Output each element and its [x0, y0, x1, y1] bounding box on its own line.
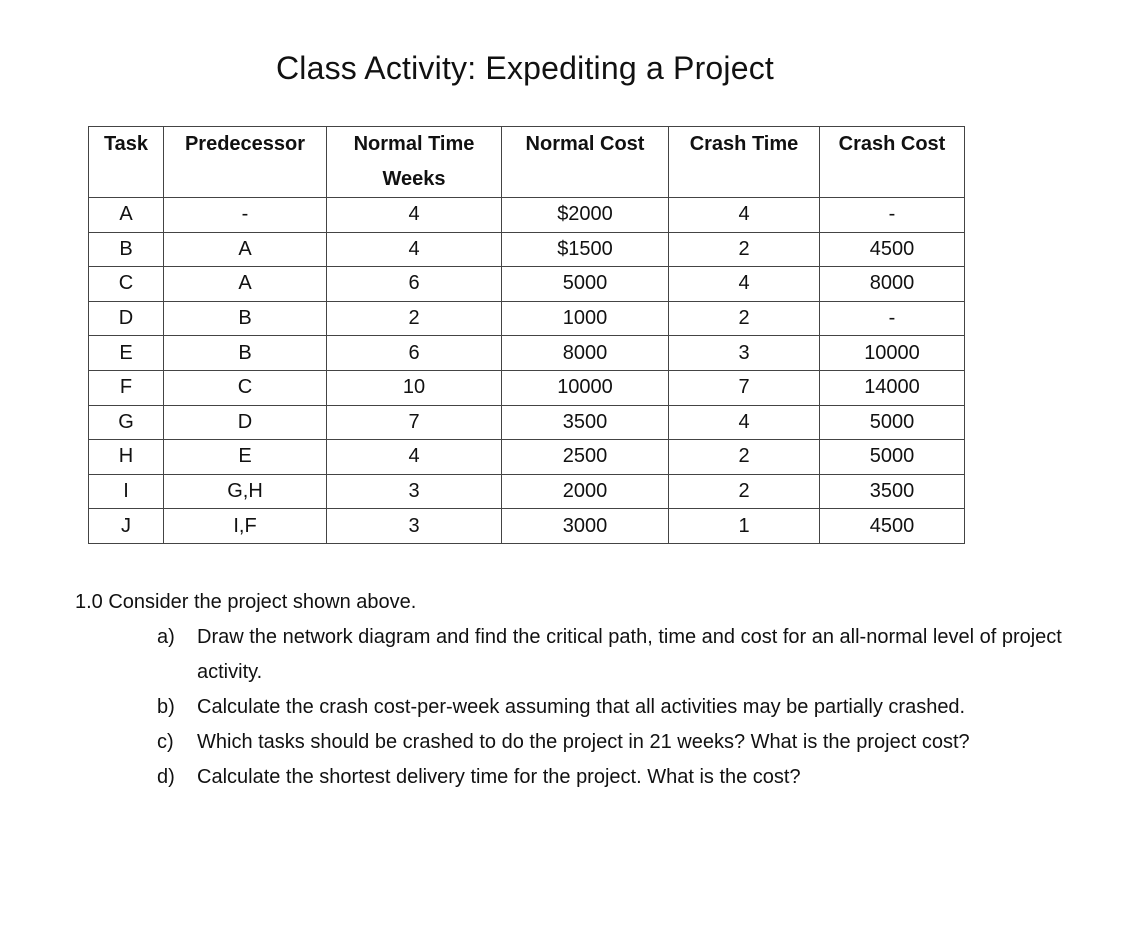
header-normal-cost: Normal Cost [502, 127, 669, 198]
cell-crash-cost: - [820, 301, 965, 336]
cell-predecessor: G,H [164, 474, 327, 509]
table-row [89, 267, 965, 302]
cell-predecessor: E [164, 440, 327, 475]
cell-normal-cost: 2000 [502, 474, 669, 509]
cell-predecessor: - [164, 198, 327, 233]
cell-crash-cost: 5000 [820, 405, 965, 440]
cell-crash-cost: 4500 [820, 509, 965, 544]
header-normal-time [327, 127, 502, 198]
cell-task: H [89, 440, 164, 475]
cell-normal-cost: 1000 [502, 301, 669, 336]
cell-predecessor: D [164, 405, 327, 440]
question-intro: 1.0 Consider the project shown above. [75, 591, 417, 613]
table-row [89, 509, 965, 544]
question-label: b) [157, 696, 175, 718]
cell-crash-cost: 8000 [820, 267, 965, 302]
cell-normal-cost: $2000 [502, 198, 669, 233]
cell-predecessor: C [164, 370, 327, 405]
question-text: Draw the network diagram and find the critical path, time and cost for an all-normal level of project activity. [197, 626, 1062, 683]
table-row [89, 232, 965, 267]
table-row [89, 301, 965, 336]
cell-crash-time: 2 [669, 232, 820, 267]
project-table [88, 126, 965, 544]
question-item-b [157, 690, 1075, 725]
header-task: Task [89, 127, 164, 198]
cell-crash-time: 4 [669, 267, 820, 302]
header-crash-cost: Crash Cost [820, 127, 965, 198]
cell-crash-cost: 4500 [820, 232, 965, 267]
cell-crash-time: 3 [669, 336, 820, 371]
cell-normal-cost: 5000 [502, 267, 669, 302]
cell-crash-cost: 3500 [820, 474, 965, 509]
cell-normal-time: 3 [327, 474, 502, 509]
cell-task: D [89, 301, 164, 336]
cell-task: G [89, 405, 164, 440]
question-label: c) [157, 731, 174, 753]
table-body [89, 198, 965, 544]
cell-normal-time: 4 [327, 198, 502, 233]
question-item-a [157, 620, 1075, 690]
cell-predecessor: B [164, 301, 327, 336]
cell-predecessor: A [164, 267, 327, 302]
cell-crash-time: 2 [669, 474, 820, 509]
header-normal-time-unit: Weeks [382, 168, 446, 190]
table-row [89, 370, 965, 405]
cell-predecessor: A [164, 232, 327, 267]
question-label: d) [157, 766, 175, 788]
page-title: Class Activity: Expediting a Project [275, 50, 775, 86]
header-normal-time-label: Normal Time [353, 133, 475, 155]
cell-normal-time: 2 [327, 301, 502, 336]
question-text: Calculate the shortest delivery time for the project. What is the cost? [197, 766, 801, 788]
cell-crash-cost: 5000 [820, 440, 965, 475]
table-row [89, 336, 965, 371]
cell-normal-time: 6 [327, 267, 502, 302]
cell-crash-time: 7 [669, 370, 820, 405]
cell-predecessor: B [164, 336, 327, 371]
question-text: Calculate the crash cost-per-week assuming that all activities may be partially crashed. [197, 696, 966, 718]
cell-task: J [89, 509, 164, 544]
cell-normal-cost: 8000 [502, 336, 669, 371]
cell-normal-time: 10 [327, 370, 502, 405]
cell-crash-time: 2 [669, 440, 820, 475]
cell-normal-time: 4 [327, 440, 502, 475]
cell-normal-time: 3 [327, 509, 502, 544]
question-label: a) [157, 626, 175, 648]
cell-task: C [89, 267, 164, 302]
table-row [89, 405, 965, 440]
cell-crash-time: 4 [669, 198, 820, 233]
table-row [89, 198, 965, 233]
header-predecessor: Predecessor [164, 127, 327, 198]
cell-predecessor: I,F [164, 509, 327, 544]
cell-crash-time: 2 [669, 301, 820, 336]
cell-crash-cost: 14000 [820, 370, 965, 405]
header-crash-time: Crash Time [669, 127, 820, 198]
cell-normal-cost: 10000 [502, 370, 669, 405]
cell-crash-cost: - [820, 198, 965, 233]
cell-normal-time: 4 [327, 232, 502, 267]
cell-crash-time: 4 [669, 405, 820, 440]
cell-task: F [89, 370, 164, 405]
cell-task: I [89, 474, 164, 509]
cell-task: B [89, 232, 164, 267]
cell-normal-cost: 3500 [502, 405, 669, 440]
table-header-row [89, 127, 965, 198]
table-row [89, 440, 965, 475]
question-text: Which tasks should be crashed to do the project in 21 weeks? What is the project cost? [197, 731, 970, 753]
cell-task: E [89, 336, 164, 371]
cell-normal-time: 6 [327, 336, 502, 371]
question-item-d [157, 760, 1075, 795]
cell-crash-time: 1 [669, 509, 820, 544]
question-item-c [157, 725, 1075, 760]
cell-normal-cost: $1500 [502, 232, 669, 267]
cell-normal-cost: 3000 [502, 509, 669, 544]
cell-crash-cost: 10000 [820, 336, 965, 371]
questions-section [75, 585, 1075, 795]
cell-normal-cost: 2500 [502, 440, 669, 475]
table-row [89, 474, 965, 509]
cell-task: A [89, 198, 164, 233]
cell-normal-time: 7 [327, 405, 502, 440]
